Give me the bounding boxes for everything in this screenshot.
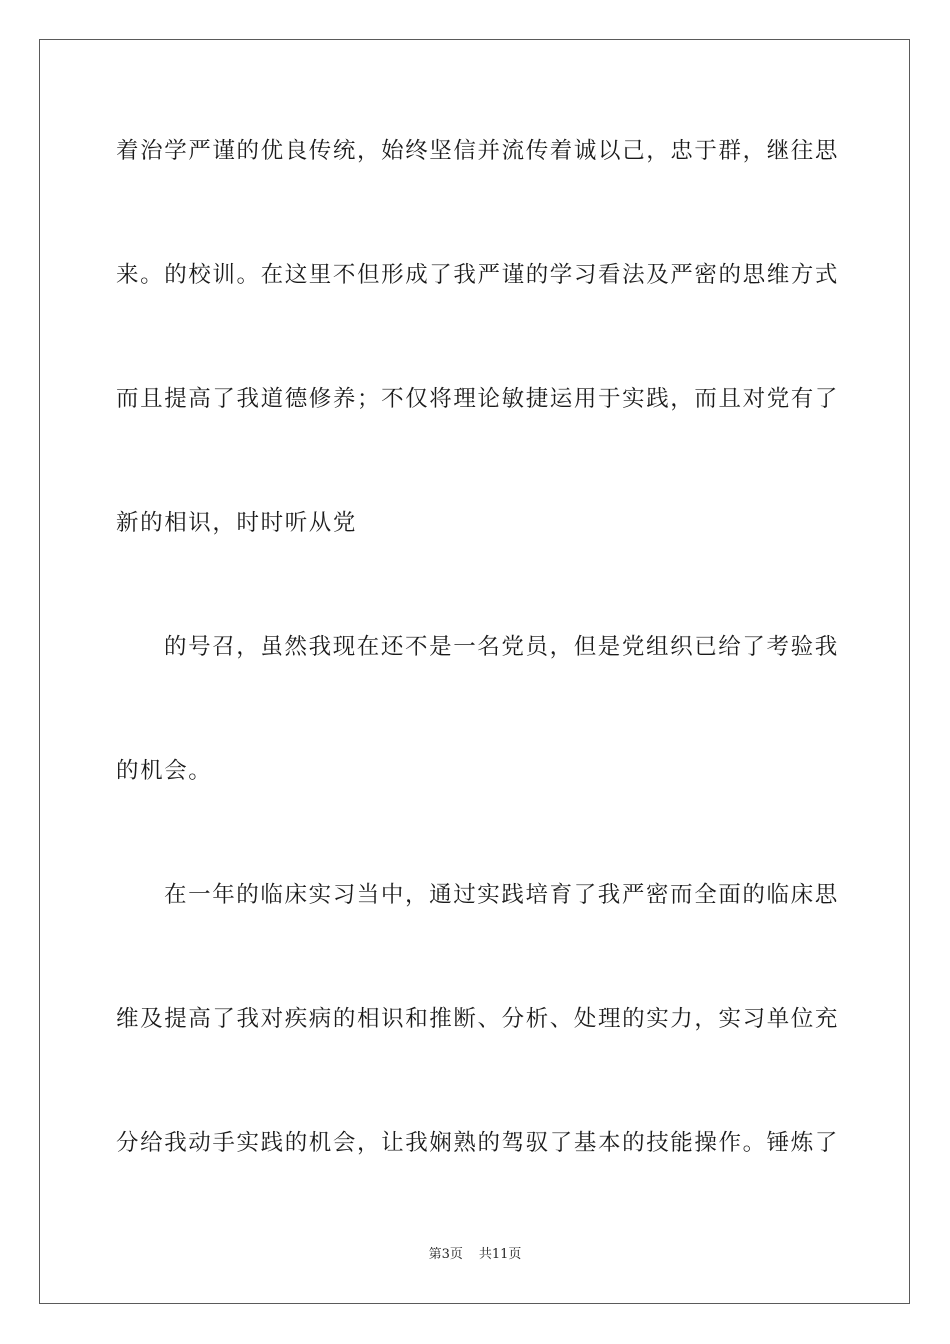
body-text-line: 来。的校训。在这里不但形成了我严谨的学习看法及严密的思维方式: [116, 262, 840, 288]
body-text-line: 新的相识，时时听从党: [116, 510, 358, 536]
body-text-line: 分给我动手实践的机会，让我娴熟的驾驭了基本的技能操作。锤炼了: [116, 1130, 840, 1156]
page-border: [39, 39, 910, 1304]
body-text-line: 而且提高了我道德修养；不仅将理论敏捷运用于实践，而且对党有了: [116, 386, 840, 412]
page-footer: [0, 1246, 950, 1264]
body-text-line: 着治学严谨的优良传统，始终坚信并流传着诚以己，忠于群，继往思: [116, 138, 840, 164]
page-total: 共11页: [478, 1247, 522, 1262]
paragraph-start-line: 的号召，虽然我现在还不是一名党员，但是党组织已给了考验我: [164, 634, 839, 660]
page-number: 第3页: [428, 1247, 463, 1262]
paragraph-start-line: 在一年的临床实习当中，通过实践培育了我严密而全面的临床思: [164, 882, 839, 908]
body-text-line: 维及提高了我对疾病的相识和推断、分析、处理的实力，实习单位充: [116, 1006, 840, 1032]
body-text-line: 的机会。: [116, 758, 213, 784]
